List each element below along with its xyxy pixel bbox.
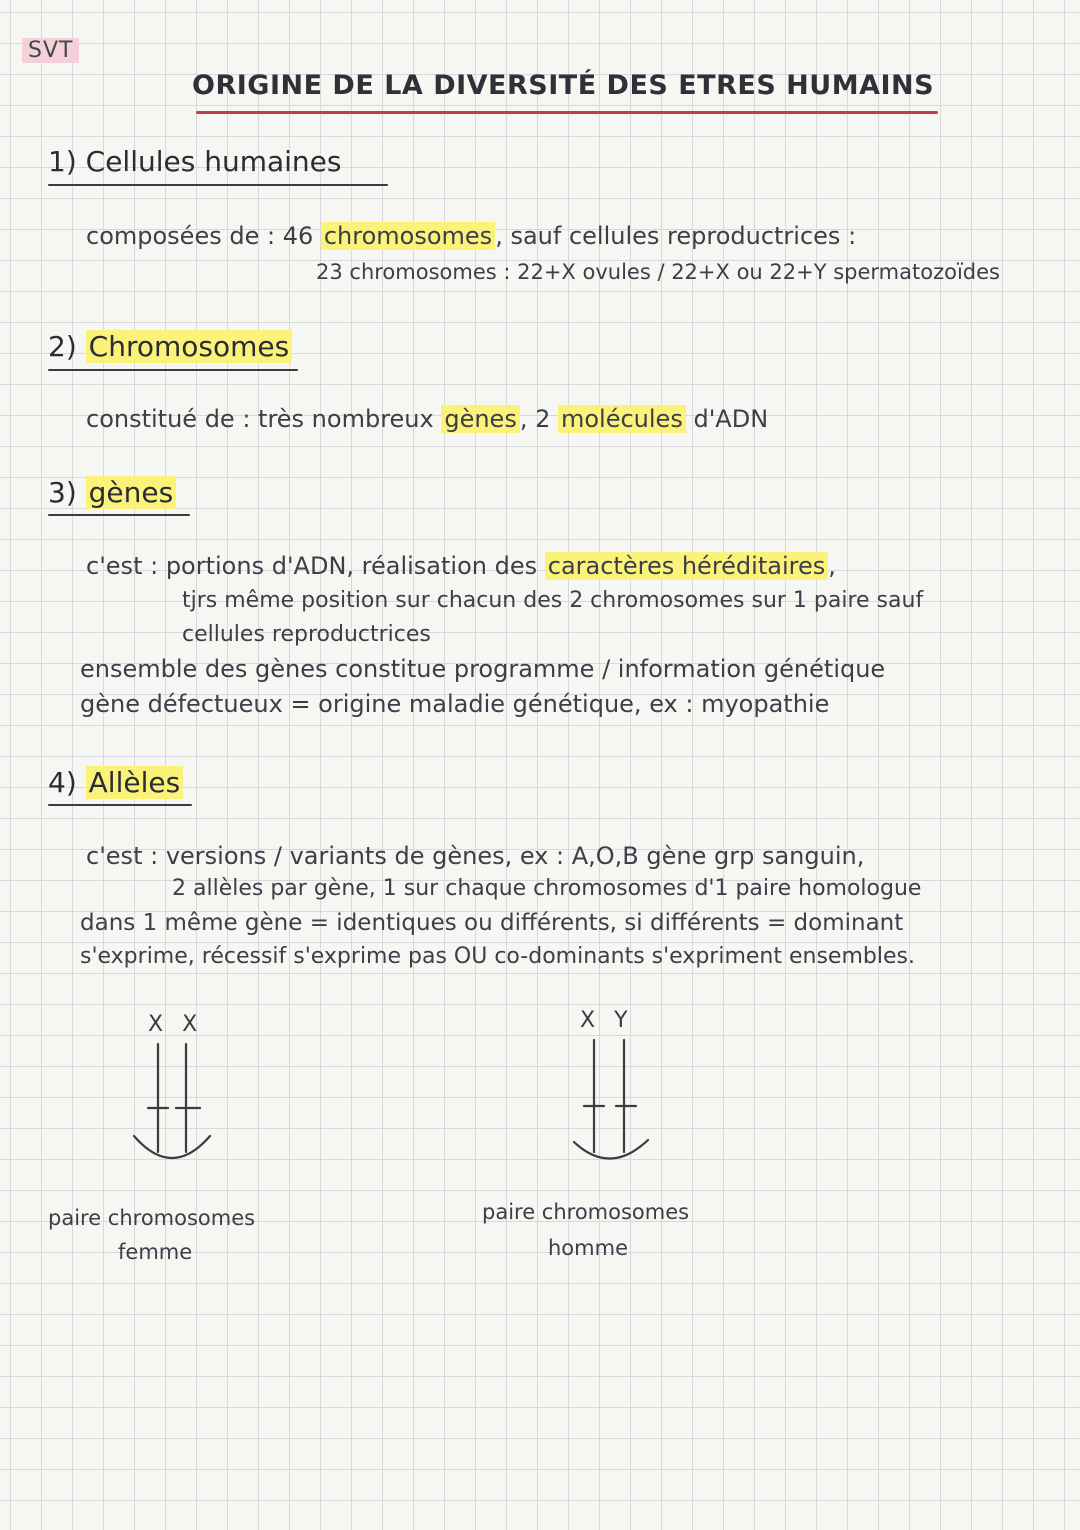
section-3-heading: 3) gènes xyxy=(48,476,176,509)
female-caption-line-2: femme xyxy=(118,1240,193,1264)
section-3-line-4: ensemble des gènes constitue programme / information génétique xyxy=(80,655,886,683)
male-chromosome-labels: X Y xyxy=(580,1008,634,1033)
section-4-line-3: dans 1 même gène = identiques ou différents, si différents = dominant xyxy=(80,910,904,936)
section-1-heading: 1) Cellules humaines xyxy=(48,145,342,178)
section-1-underline xyxy=(48,184,388,186)
male-chromosome-pair-drawing xyxy=(568,1036,658,1166)
subject-tag: SVT xyxy=(22,38,79,63)
female-caption-line-1: paire chromosomes xyxy=(48,1206,256,1230)
section-2-underline xyxy=(48,369,298,371)
section-2-line-1: constitué de : très nombreux gènes , 2 molécules d'ADN xyxy=(86,405,769,433)
section-3-line-2: tjrs même position sur chacun des 2 chromosomes sur 1 paire sauf xyxy=(182,588,924,613)
female-chromosome-labels: X X xyxy=(148,1012,204,1037)
section-4-underline xyxy=(48,804,192,806)
female-chromosome-pair-drawing xyxy=(128,1040,218,1170)
section-1-line-1: composées de : 46 chromosomes , sauf cellules reproductrices : xyxy=(86,222,857,250)
male-caption-line-1: paire chromosomes xyxy=(482,1200,690,1224)
section-4-line-2: 2 allèles par gène, 1 sur chaque chromosomes d'1 paire homologue xyxy=(172,876,922,901)
title-underline xyxy=(196,111,938,114)
section-4-line-4: s'exprime, récessif s'exprime pas OU co-dominants s'expriment ensembles. xyxy=(80,944,915,969)
section-1-line-2: 23 chromosomes : 22+X ovules / 22+X ou 22+Y spermatozoïdes xyxy=(316,260,1000,284)
male-caption-line-2: homme xyxy=(548,1236,628,1260)
section-3-line-5: gène défectueux = origine maladie génétique, ex : myopathie xyxy=(80,690,830,718)
section-3-line-3: cellules reproductrices xyxy=(182,622,431,647)
section-3-underline xyxy=(48,514,190,516)
section-4-heading: 4) Allèles xyxy=(48,766,183,799)
section-4-line-1: c'est : versions / variants de gènes, ex : A,O,B gène grp sanguin, xyxy=(86,842,865,870)
section-2-heading: 2) Chromosomes xyxy=(48,330,292,363)
section-3-line-1: c'est : portions d'ADN, réalisation des caractères héréditaires , xyxy=(86,552,836,580)
page-title: ORIGINE DE LA DIVERSITÉ DES ETRES HUMAINS xyxy=(192,70,935,101)
